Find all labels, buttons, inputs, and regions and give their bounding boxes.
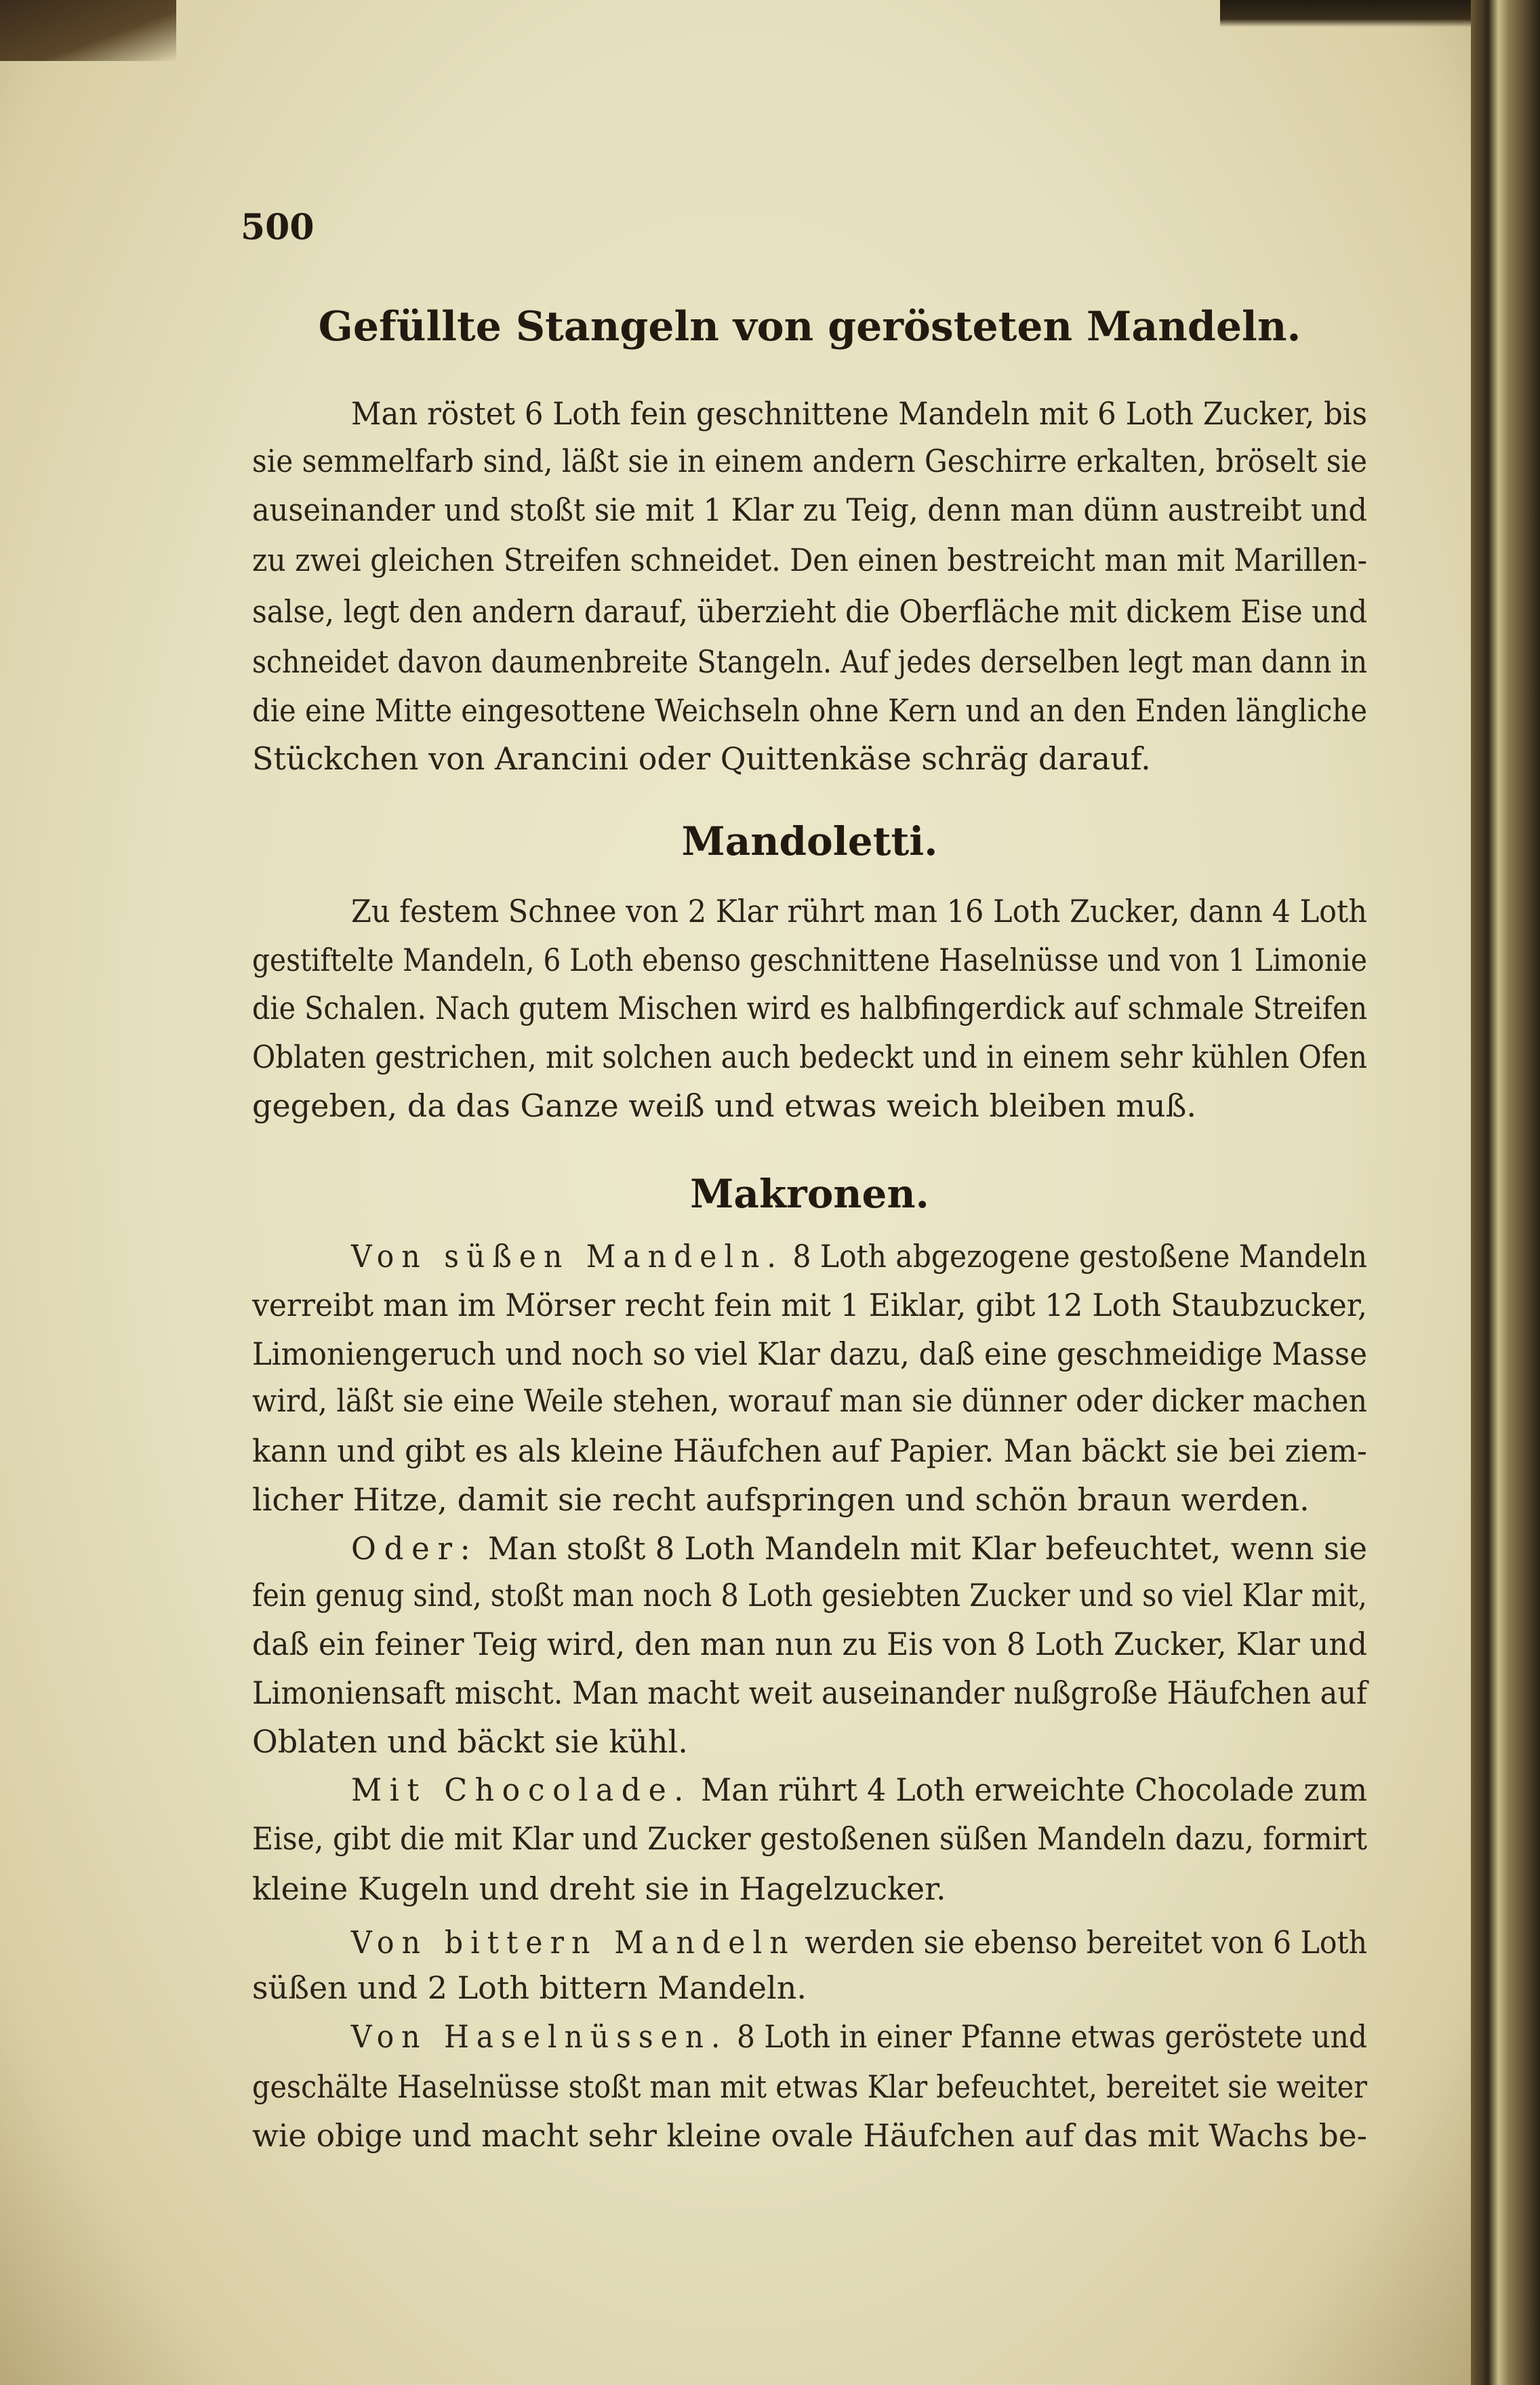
text-line (252, 536, 1367, 584)
line-text: 8 Loth abgezogene gestoßene Mandeln (783, 1238, 1367, 1275)
line-text: sie semmelfarb sind, läßt sie in einem andern Geschirre erkalten, bröselt sie (252, 442, 1367, 479)
line-text: salse, legt den andern darauf, überzieht die Oberfläche mit dickem Eise und (252, 593, 1367, 630)
line-text: die eine Mitte eingesottene Weichseln ohne Kern und an den Enden längliche (252, 692, 1367, 729)
line-text: daß ein feiner Teig wird, den man nun zu Eis von 8 Loth Zucker, Klar und (252, 1626, 1367, 1663)
text-line (252, 2062, 1367, 2111)
line-text: die Schalen. Nach gutem Mischen wird es halbfingerdick auf schmale Streifen (252, 990, 1367, 1027)
line-text: Man stoßt 8 Loth Mandeln mit Klar befeuchtet, wenn sie (478, 1529, 1367, 1567)
text-line (252, 686, 1367, 735)
text-line (252, 1668, 1367, 1717)
section-heading: Mandoletti. (681, 818, 938, 864)
line-text: wie obige und macht sehr kleine ovale Häufchen auf das mit Wachs be- (252, 2117, 1367, 2154)
page-number: 500 (241, 207, 315, 248)
line-text: fein genug sind, stoßt man noch 8 Loth gesiebten Zucker und so viel Klar mit, (252, 1577, 1367, 1614)
line-text: Limoniengeruch und noch so viel Klar dazu, daß eine geschmeidige Masse (252, 1335, 1367, 1372)
line-text: Zu festem Schnee von 2 Klar rührt man 16 Loth Zucker, dann 4 Loth (351, 892, 1367, 929)
line-text: Oblaten und bäckt sie kühl. (252, 1723, 688, 1760)
text-line (351, 389, 1367, 438)
spaced-lead-phrase: Mit Chocolade. (351, 1771, 691, 1809)
text-line (252, 1033, 1367, 1081)
section-heading: Gefüllte Stangeln von gerösteten Mandeln. (318, 303, 1301, 351)
line-text: kann und gibt es als kleine Häufchen auf Papier. Man bäckt sie bei ziem- (252, 1432, 1367, 1470)
text-line (252, 485, 1367, 534)
line-text: zu zwei gleichen Streifen schneidet. Den einen bestreicht man mit Marillen- (252, 541, 1367, 578)
text-line (252, 437, 1367, 485)
line-text: Man röstet 6 Loth fein geschnittene Mandeln mit 6 Loth Zucker, bis (351, 395, 1367, 433)
spaced-lead-phrase: Von Haselnüssen. (351, 2018, 728, 2055)
text-line (252, 1281, 1367, 1329)
scan-corner-shadow (0, 0, 176, 61)
text-line (351, 1765, 1367, 1814)
line-text: süßen und 2 Loth bittern Mandeln. (252, 1969, 807, 2007)
line-text: verreibt man im Mörser recht fein mit 1 Eiklar, gibt 12 Loth Staubzucker, (252, 1286, 1367, 1323)
line-text: Man rührt 4 Loth erweichte Chocolade zum (691, 1771, 1367, 1809)
text-line (351, 1232, 1367, 1281)
line-text: 8 Loth in einer Pfanne etwas geröstete und (727, 2018, 1367, 2055)
line-text: Limoniensaft mischt. Man macht weit auseinander nußgroße Häufchen auf (252, 1674, 1367, 1711)
text-line (252, 1571, 1367, 1620)
line-text: auseinander und stoßt sie mit 1 Klar zu Teig, denn man dünn austreibt und (252, 491, 1367, 528)
text-line (252, 1717, 1367, 1766)
book-spine-edge (1471, 0, 1540, 2385)
line-text: schneidet davon daumenbreite Stangeln. Auf jedes derselben legt man dann in (252, 643, 1367, 680)
line-text: Oblaten gestrichen, mit solchen auch bedeckt und in einem sehr kühlen Ofen (252, 1039, 1367, 1076)
text-line (351, 1524, 1367, 1573)
line-text: werden sie ebenso bereitet von 6 Loth (795, 1923, 1367, 1961)
text-line (252, 1376, 1367, 1425)
spaced-lead-phrase: Von bittern Mandeln (351, 1923, 796, 1961)
text-line (252, 587, 1367, 636)
text-line (252, 734, 1367, 783)
line-text: kleine Kugeln und dreht sie in Hagelzucker. (252, 1870, 946, 1908)
text-line (351, 887, 1367, 936)
text-line (252, 1620, 1367, 1668)
line-text: Stückchen von Arancini oder Quittenkäse schräg darauf. (252, 740, 1151, 778)
line-text: licher Hitze, damit sie recht aufspringen und schön braun werden. (252, 1481, 1310, 1518)
text-line (252, 1475, 1367, 1524)
line-text: gegeben, da das Ganze weiß und etwas weich bleiben muß. (252, 1087, 1196, 1124)
text-line (351, 1918, 1367, 1967)
section-heading: Makronen. (690, 1171, 929, 1218)
text-line (252, 1081, 1367, 1130)
line-text: geschälte Haselnüsse stoßt man mit etwas Klar befeuchtet, bereitet sie weiter (252, 2068, 1367, 2105)
text-line (252, 1426, 1367, 1475)
text-line (252, 936, 1367, 984)
text-line (252, 637, 1367, 686)
text-line (252, 2111, 1367, 2160)
spaced-lead-phrase: Oder: (351, 1529, 479, 1567)
text-line (252, 1814, 1367, 1863)
text-line (252, 1963, 1367, 2012)
line-text: Eise, gibt die mit Klar und Zucker gestoßenen süßen Mandeln dazu, formirt (252, 1820, 1367, 1858)
line-text: wird, läßt sie eine Weile stehen, worauf man sie dünner oder dicker machen (252, 1382, 1367, 1420)
text-line (252, 1329, 1367, 1378)
spaced-lead-phrase: Von süßen Mandeln. (351, 1238, 784, 1275)
text-line (252, 984, 1367, 1033)
line-text: gestiftelte Mandeln, 6 Loth ebenso geschnittene Haselnüsse und von 1 Limonie (252, 941, 1367, 978)
text-line (252, 1864, 1367, 1913)
text-line (351, 2012, 1367, 2061)
